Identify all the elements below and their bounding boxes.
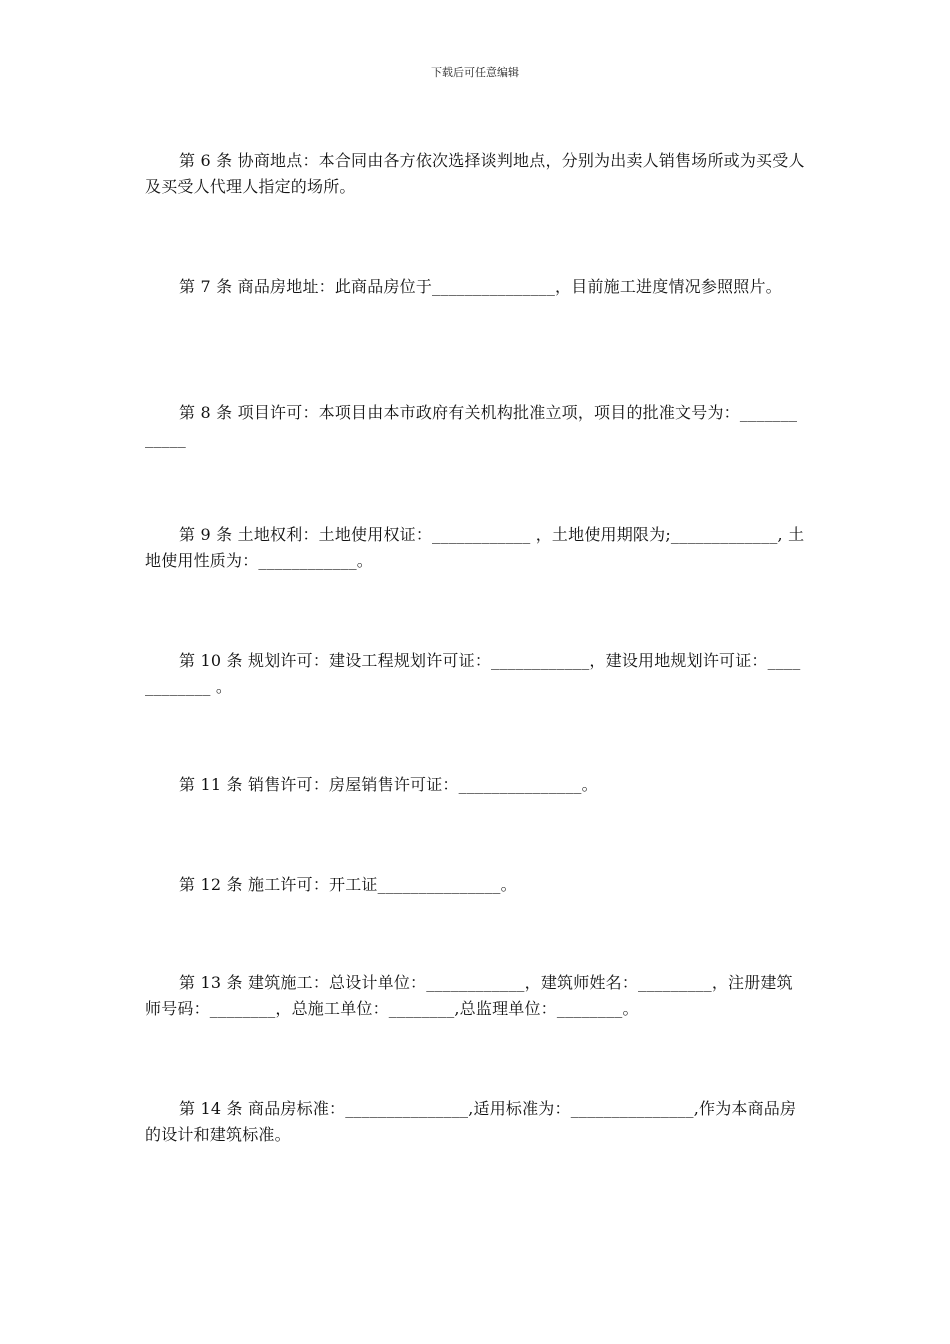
clause-10: 第 10 条 规划许可：建设工程规划许可证：____________，建设用地规划许可证：____________ 。 [145, 651, 801, 696]
clause-7: 第 7 条 商品房地址：此商品房位于_______________，目前施工进度情况参照照片。 [179, 277, 782, 296]
clause-12: 第 12 条 施工许可：开工证_______________。 [179, 875, 517, 894]
clause-11: 第 11 条 销售许可：房屋销售许可证：_______________。 [179, 775, 598, 794]
page-header: 下载后可任意编辑 [431, 66, 519, 79]
clause-13: 第 13 条 建筑施工：总设计单位：____________，建筑师姓名：_________，注册建筑师号码：________，总施工单位：________,总监理单位：________。 [145, 973, 793, 1018]
clause-6: 第 6 条 协商地点：本合同由各方依次选择谈判地点，分别为出卖人销售场所或为买受人及买受人代理人指定的场所。 [145, 151, 805, 196]
clause-8: 第 8 条 项目许可：本项目由本市政府有关机构批准立项，项目的批准文号为：____________ [145, 403, 798, 448]
clause-9: 第 9 条 土地权利：土地使用权证：____________ ，土地使用期限为;_____________, 土地使用性质为：____________。 [145, 525, 805, 570]
clause-14: 第 14 条 商品房标准：_______________,适用标准为：_______________,作为本商品房的设计和建筑标准。 [145, 1099, 797, 1144]
